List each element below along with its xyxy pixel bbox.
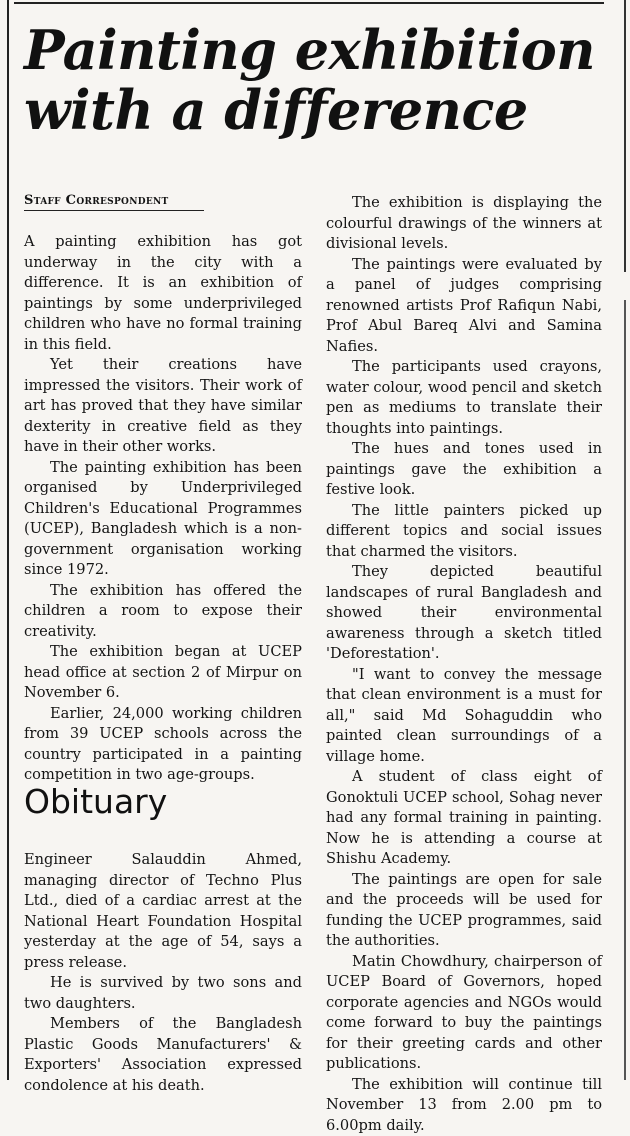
obituary-column [24, 850, 302, 1096]
paragraph: The exhibition has offered the children a room to expose their creativity. [24, 581, 302, 643]
article-column-right [326, 193, 602, 1136]
paragraph: The exhibition will continue till November 13 from 2.00 pm to 6.00pm daily. [326, 1075, 602, 1136]
left-column-rule [7, 0, 9, 1080]
paragraph: Earlier, 24,000 working children from 39 UCEP schools across the country participated in a painting competition in two age-groups. [24, 704, 302, 786]
right-column-rule [624, 0, 626, 272]
paragraph: Matin Chowdhury, chairperson of UCEP Board of Governors, hoped corporate agencies and NGOs would come forward to buy the paintings for their greeting cards and other publications. [326, 952, 602, 1075]
headline-line-1: Painting exhibition [24, 20, 614, 80]
paragraph: Engineer Salauddin Ahmed, managing director of Techno Plus Ltd., died of a cardiac arrest at the National Heart Foundation Hospital yesterday at the age of 54, says a press release. [24, 850, 302, 973]
paragraph: Members of the Bangladesh Plastic Goods Manufacturers' & Exporters' Association expressed condolence at his death. [24, 1014, 302, 1096]
paragraph: The exhibition began at UCEP head office at section 2 of Mirpur on November 6. [24, 642, 302, 704]
paragraph: Yet their creations have impressed the visitors. Their work of art has proved that they have similar dexterity in creative field as they have in their other works. [24, 355, 302, 458]
paragraph: The exhibition is displaying the colourful drawings of the winners at divisional levels. [326, 193, 602, 255]
obituary-title: Obituary [24, 782, 167, 821]
byline: Staff Correspondent [24, 193, 204, 211]
paragraph: The participants used crayons, water colour, wood pencil and sketch pen as mediums to translate their thoughts into paintings. [326, 357, 602, 439]
paragraph: The little painters picked up different topics and social issues that charmed the visitors. [326, 501, 602, 563]
paragraph: A student of class eight of Gonoktuli UCEP school, Sohag never had any formal training in painting. Now he is attending a course at Shishu Academy. [326, 767, 602, 870]
paragraph: The paintings are open for sale and the proceeds will be used for funding the UCEP programmes, said the authorities. [326, 870, 602, 952]
paragraph: "I want to convey the message that clean environment is a must for all," said Md Sohaguddin who painted clean surroundings of a village home. [326, 665, 602, 768]
paragraph: They depicted beautiful landscapes of rural Bangladesh and showed their environmental awareness through a sketch titled 'Deforestation'. [326, 562, 602, 665]
headline-line-2: with a difference [24, 80, 614, 140]
paragraph: The paintings were evaluated by a panel of judges comprising renowned artists Prof Rafiqun Nabi, Prof Abul Bareq Alvi and Samina Nafies. [326, 255, 602, 358]
paragraph: A painting exhibition has got underway in the city with a difference. It is an exhibition of paintings by some underprivileged children who have no formal training in this field. [24, 232, 302, 355]
right-column-rule-lower [624, 300, 626, 1080]
article-column-left [24, 232, 302, 786]
paragraph: The painting exhibition has been organised by Underprivileged Children's Educational Programmes (UCEP), Bangladesh which is a non-government organisation working since 1972. [24, 458, 302, 581]
headline [24, 20, 614, 140]
top-rule [14, 2, 604, 4]
paragraph: The hues and tones used in paintings gave the exhibition a festive look. [326, 439, 602, 501]
paragraph: He is survived by two sons and two daughters. [24, 973, 302, 1014]
